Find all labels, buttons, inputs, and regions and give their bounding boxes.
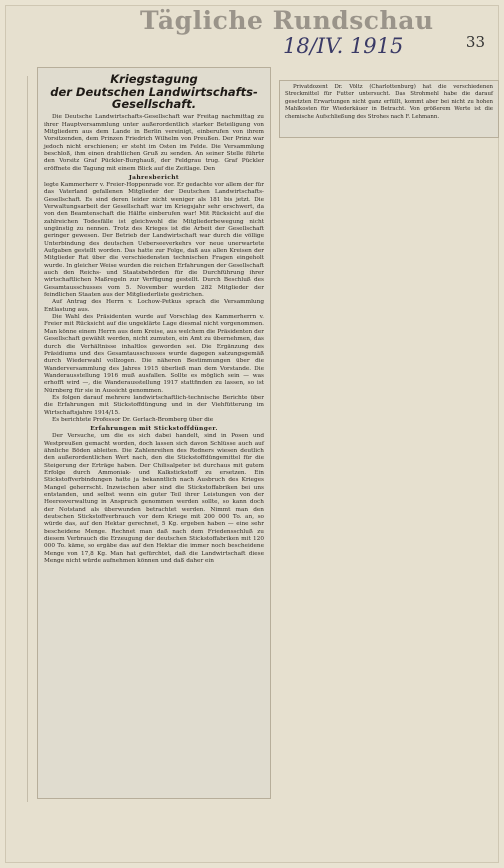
article-paragraph-berichte: Es folgen darauf mehrere landwirtschaftlich-technische Berichte über die Erfahrungen mit Stickstoffdüngung und in der Viehfütterung im Wirtschaftsjahre 1914/15.	[44, 394, 264, 416]
article-headline	[44, 73, 264, 110]
article-body	[44, 114, 264, 565]
section-heading-jahresbericht: Jahresbericht	[128, 173, 180, 181]
side-clipping-text: Privatdozent Dr. Völtz (Charlottenburg) hat die verschiedenen Streckmittel für Futter untersucht. Das Strohmehl habe die darauf gesetzten Erwartungen nicht ganz erfüllt, kommt aber bei nicht zu hohen Mahlkosten für Wiederkäuer in Betracht. Von größerem Werte ist die chemische Aufschließung des Strohes nach F. Lehmann.	[285, 84, 493, 120]
section-jahresbericht-text: legte Kammerherr v. Freier-Hoppenrade vor. Er gedachte vor allem der für das Vaterland gefallenen Mitglieder der Deutschen Landwirtschafts-Gesellschaft. Es sind deren leider nicht weniger als 181 bis jetzt. Die Verwaltungsarbeit der Gesellschaft war im Kriegsjahr sehr erschwert, da von den Beamtenschaft die Hälfte einberufen war! Mit Rücksicht auf die zahlreichen Todesfälle ist gleichwohl die Mitgliederbewegung nicht ungünstig zu nennen. Trotz des Krieges ist die Arbeit der Gesellschaft geringer gewesen. Der Betrieb der Landwirtschaft war durch die völlige Unterbindung des deutschen Ueberseeverkehrs vor neue unerwartete Aufgaben gestellt worden. Das hatte zur Folge, daß aus allen Kreisen der Mitglieder Rat über die verschiedensten technischen Fragen eingeholt wurde. In gleicher Weise wurden die reichen Erfahrungen der Gesellschaft auch den Reichs- und Staatsbehörden für die Durchführung ihrer wirtschaftlichen Maßregeln zur Verfügung gestellt. Durch Beschluß des Gesamtausschusses vom 5. November wurden 282 Mitglieder der feindlichen Staaten aus der Mitgliederliste gestrichen.	[44, 181, 264, 299]
headline-line-1: Kriegstagung	[110, 72, 198, 86]
article-intro: Die Deutsche Landwirtschafts-Gesellschaft war Freitag nachmittag zu ihrer Hauptversammlung unter außerordentlich starker Beteiligung von Mitgliedern aus dem Lande in Berlin vereinigt, einberufen von ihrem Vorsitzenden, dem Prinzen Friedrich Wilhelm von Preußen. Der Prinz war jedoch nicht erschienen; er steht im Osten im Felde. Die Versammlung beschloß, ihm einen drahtlichen Gruß zu senden. An seiner Stelle führte den Vorsitz Graf Pückler-Burghauß, der Feldgrau trug. Graf Pückler eröffnete die Tagung mit einem Blick auf die Zeitlage. Den	[44, 114, 264, 172]
page-crease	[27, 76, 33, 802]
article-paragraph-wahl: Die Wahl des Präsidenten wurde auf Vorschlag des Kammerherrn v. Freier mit Rücksicht auf die ungeklärte Lage diesmal nicht vorgenommen. Man könne einem Herrn aus dem Kreise, aus welchem die Präsidenten der Gesellschaft gewählt werden, nicht zumuten, ein Amt zu übernehmen, das durch die Verhältnisse inhaltlos geworden sei. Die Ergänzung des Präsidiums und des Gesamtausschusses wurde dagegen satzungsgemäß durch Wiederwahl vollzogen. Die näheren Bestimmungen über die Wanderversammlung des Jahres 1915 überließ man dem Vorstande. Die Wanderausstellung 1916 muß ausfallen. Sollte es möglich sein — was erhofft wird —, die Wanderausstellung 1917 stattfinden zu lassen, so ist Nürnberg für sie in Aussicht genommen.	[44, 314, 264, 394]
newspaper-masthead: Tägliche Rundschau	[140, 6, 434, 35]
article-paragraph-gerlach: Es berichtete Professor Dr. Gerlach-Bromberg über die	[52, 416, 214, 423]
article-paragraph-entlastung: Auf Antrag des Herrn v. Lochow-Petkus sprach die Versammlung Entlastung aus.	[44, 299, 264, 313]
section-heading-stickstoff: Erfahrungen mit Stickstoffdünger.	[90, 425, 218, 433]
section-stickstoff-text: Der Versuche, um die es sich dabei handelt, sind in Posen und Westpreußen gemacht worden, doch lassen sich davon Schlüsse auch auf ähnliche Böden ableiten. Die Zahlenreihen des Redners wiesen deutlich den außerordentlichen Wert nach, den die Stickstoffdüngemittel für die Steigerung der Erträge haben. Der Chilisalpeter ist durchaus mit gutem Erfolge durch Ammoniak- und Kalkstickstoff zu ersetzen. Ein Stickstoffverbindungen hatte ja bekanntlich nach Ausbruch des Krieges Mangel geherrscht. Inzwischen aber sind die Stickstoffabriken bei uns entstanden, und selbst wenn ein guter Teil ihrer Leistungen von der Heeresverwaltung in Anspruch genommen werden sollte, so kann doch der Notstand als überwunden betrachtet werden. Nimmt man den deutschen Stickstoffverbrauch vor dem Kriege mit 200 000 To. an, so würde das, auf den Hektar gerechnet, 5 Kg. ergeben haben — eine sehr bescheidene Menge. Rechnet man daß nach dem Friedensschluß zu diesem Verbrauch die Erzeugung der deutschen Stickstoffabriken mit 120 000 To. käme, so ergäbe das auf den Hektar die immer noch bescheidene Menge von 17,8 Kg. Man hat gefürchtet, daß die Landwirtschaft diese Menge nicht würde aufnehmen können und daß daher ein	[44, 433, 264, 565]
page-number: 33	[465, 33, 485, 51]
side-clipping-body	[285, 84, 493, 121]
headline-line-2: der Deutschen Landwirtschafts-Gesellschaft.	[50, 85, 258, 112]
handwritten-date: 18/IV. 1915	[283, 34, 404, 58]
main-article-clipping	[37, 67, 271, 799]
side-clipping	[279, 80, 499, 138]
